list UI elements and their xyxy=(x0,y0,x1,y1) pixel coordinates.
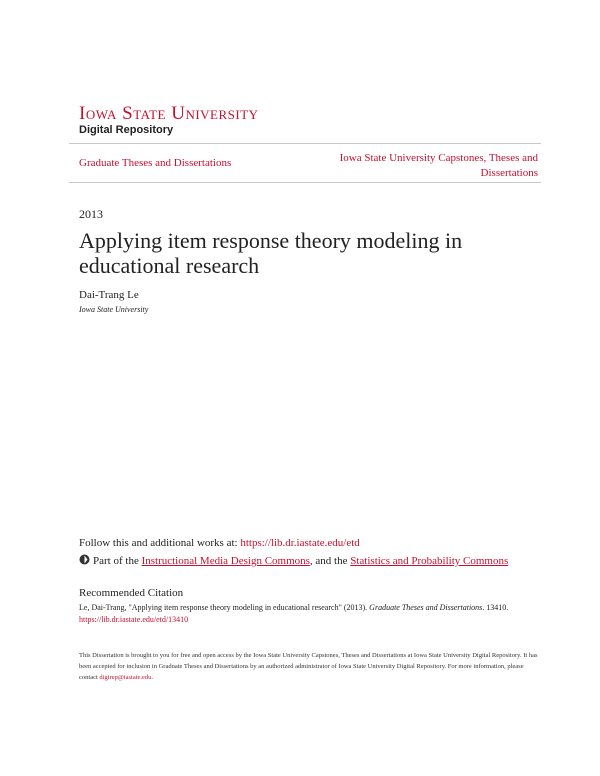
commons-link-instructional[interactable]: Instructional Media Design Commons xyxy=(141,555,310,567)
divider-top xyxy=(69,143,541,144)
footer-notice xyxy=(79,650,539,683)
footer-text: This Dissertation is brought to you for free and open access by the Iowa State University Capstones, Theses and Dissertations at Iowa State University Digital Repository. It has been accepted for inclusion in Graduate Theses and Dissertations by an authorized administrator of Iowa State University Digital Repository. For more information, please contact xyxy=(79,652,538,681)
commons-link-statistics[interactable]: Statistics and Probability Commons xyxy=(350,555,509,567)
repository-name: Digital Repository xyxy=(79,124,174,136)
footer-end: . xyxy=(151,674,154,681)
part-mid: , and the xyxy=(309,555,351,567)
citation-heading: Recommended Citation xyxy=(79,587,184,599)
citation-text xyxy=(79,602,539,626)
follow-url-link[interactable]: https://lib.dr.iastate.edu/etd xyxy=(240,537,360,549)
series-link[interactable]: Iowa State University Capstones, Theses and Dissertations xyxy=(339,152,538,179)
citation-number: . 13410. xyxy=(482,603,509,612)
author-name: Dai-Trang Le xyxy=(79,289,139,301)
bepress-icon xyxy=(79,554,90,565)
part-prefix: Part of the xyxy=(93,555,142,567)
citation-url-link[interactable]: https://lib.dr.iastate.edu/etd/13410 xyxy=(79,615,189,624)
university-logo: Iowa State University xyxy=(79,103,259,124)
paper-title: Applying item response theory modeling in educational research xyxy=(79,228,463,278)
follow-prefix: Follow this and additional works at: xyxy=(79,537,241,549)
citation-journal: Graduate Theses and Dissertations xyxy=(369,603,483,612)
part-of-line xyxy=(79,554,508,567)
follow-line xyxy=(79,537,360,549)
author-affiliation: Iowa State University xyxy=(79,305,149,314)
publication-year: 2013 xyxy=(79,207,103,221)
contact-email-link[interactable]: digirep@iastate.edu xyxy=(99,674,152,681)
collection-link[interactable]: Graduate Theses and Dissertations xyxy=(79,157,232,169)
divider-bottom xyxy=(69,182,541,183)
citation-plain: Le, Dai-Trang, "Applying item response theory modeling in educational research" (2013). xyxy=(79,603,370,612)
